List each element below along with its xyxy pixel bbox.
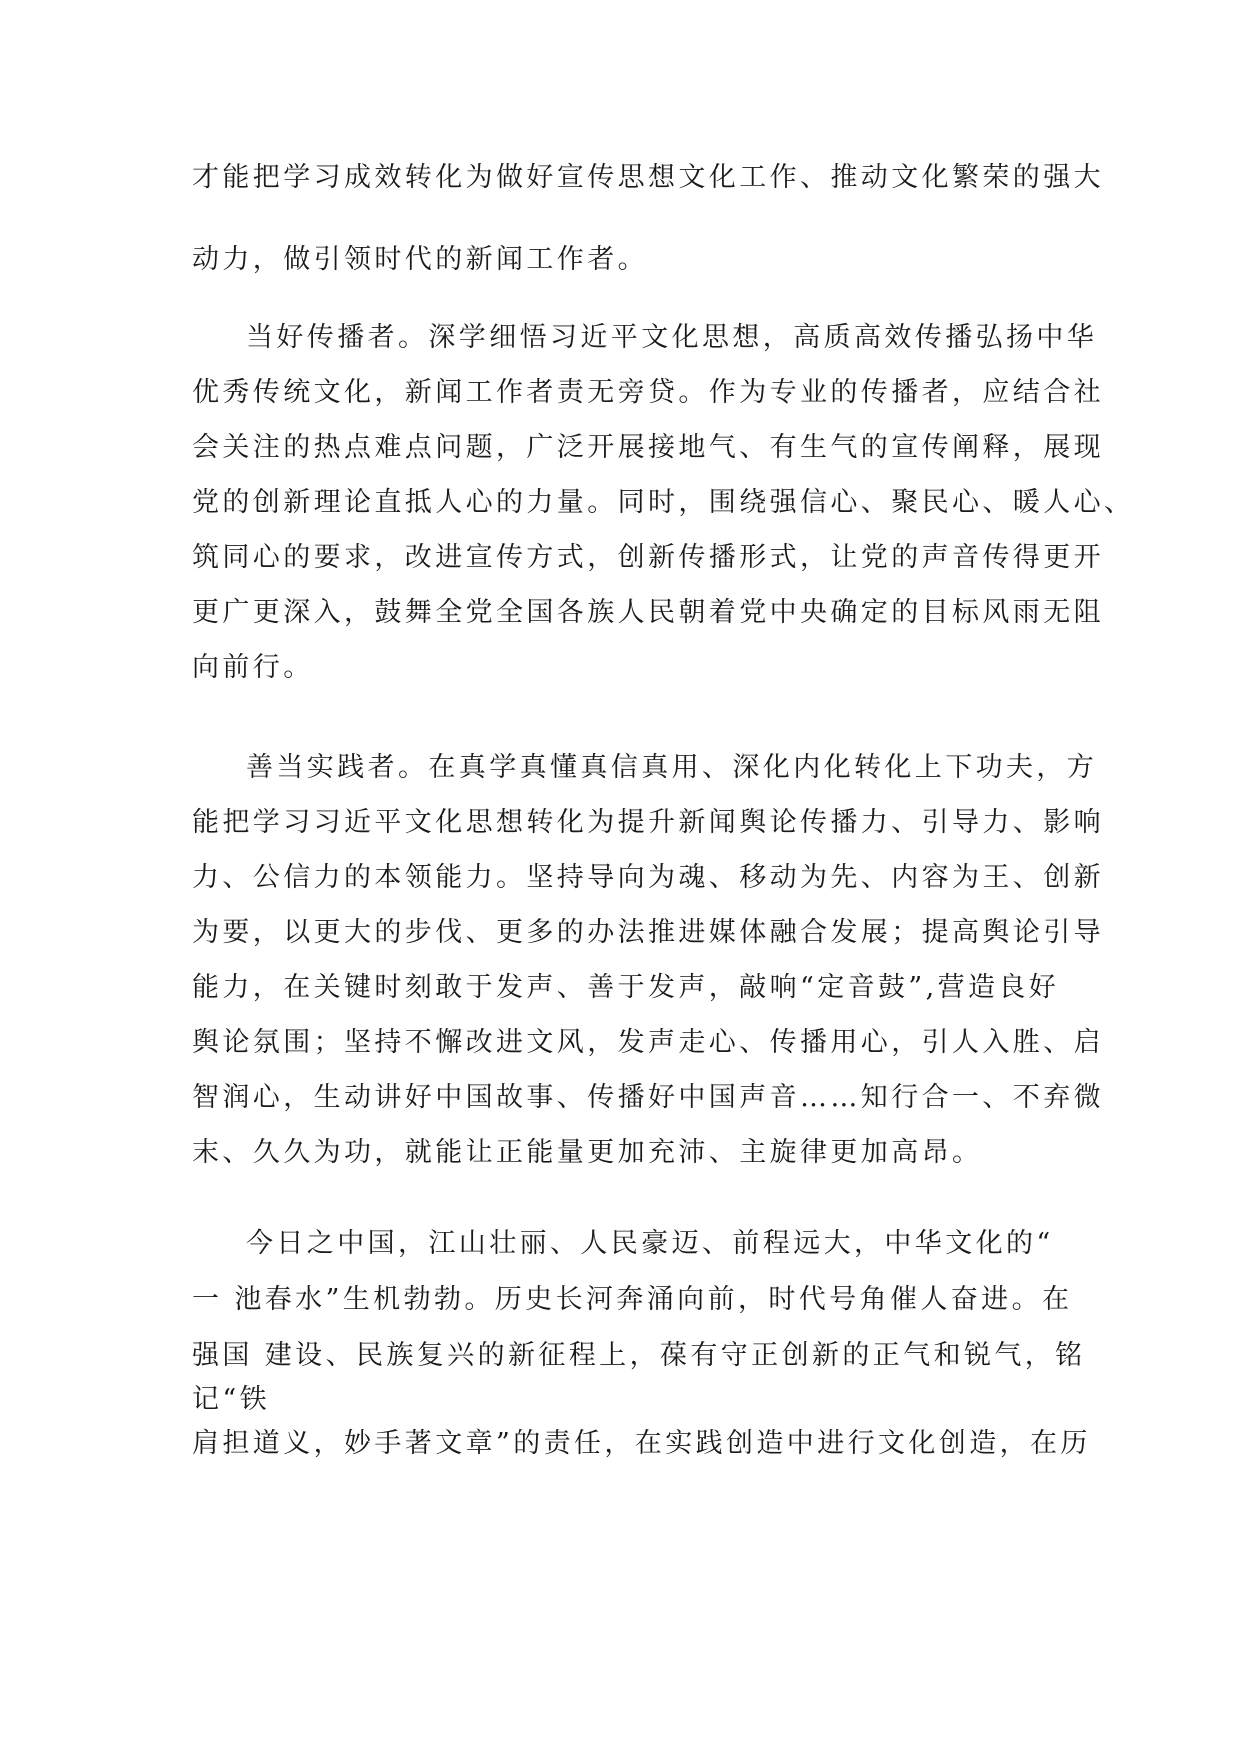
text-line: 今日之中国，江山壮丽、人民豪迈、前程远大，中华文化的“ [246,1228,1054,1259]
text-line: 善当实践者。在真学真懂真信真用、深化内化转化上下功夫，方 [246,752,1098,783]
paragraph-3 [192,750,1104,1171]
text-line: 会关注的热点难点问题，广泛开展接地气、有生气的宣传阐释，展现 [192,432,1104,463]
text-line: 优秀传统文化，新闻工作者责无旁贷。作为专业的传播者，应结合社 [192,377,1104,408]
text-line: 末、久久为功，就能让正能量更加充沛、主旋律更加高昂。 [192,1137,983,1168]
paragraph-1 [192,160,1104,278]
text-line: 舆论氛围；坚持不懈改进文风，发声走心、传播用心，引人入胜、启 [192,1027,1104,1058]
text-line: 力、公信力的本领能力。坚持导向为魂、移动为先、内容为王、创新 [192,862,1104,893]
text-line: 为要，以更大的步伐、更多的办法推进媒体融合发展；提高舆论引导 [192,917,1104,948]
paragraph-2 [192,320,1135,686]
text-line: 能力，在关键时刻敢于发声、善于发声，敲响“定音鼓”,营造良好 [192,972,1060,1003]
text-line: 党的创新理论直抵人心的力量。同时，围绕强信心、聚民心、暖人心、 [192,487,1135,518]
text-line: 动力，做引领时代的新闻工作者。 [192,244,648,275]
text-line: 向前行。 [192,652,314,683]
text-line: 更广更深入，鼓舞全党全国各族人民朝着党中央确定的目标风雨无阻 [192,597,1104,628]
text-line: 筑同心的要求，改进宣传方式，创新传播形式，让党的声音传得更开 [192,542,1104,573]
text-line: 肩担道义，妙手著文章”的责任，在实践创造中进行文化创造，在历 [192,1428,1091,1459]
text-line: 强国 建设、民族复兴的新征程上，葆有守正创新的正气和锐气，铭 [192,1340,1086,1371]
text-line: 智润心，生动讲好中国故事、传播好中国声音……知行合一、不弃微 [192,1082,1104,1113]
text-line: 记“铁 [192,1384,271,1415]
text-line: 才能把学习成效转化为做好宣传思想文化工作、推动文化繁荣的强大 [192,162,1104,193]
text-line: 一 池春水”生机勃勃。历史长河奔涌向前，时代号角催人奋进。在 [192,1284,1073,1315]
text-line: 能把学习习近平文化思想转化为提升新闻舆论传播力、引导力、影响 [192,807,1104,838]
paragraph-4 [192,1226,1091,1462]
text-line: 当好传播者。深学细悟习近平文化思想，高质高效传播弘扬中华 [246,322,1098,353]
